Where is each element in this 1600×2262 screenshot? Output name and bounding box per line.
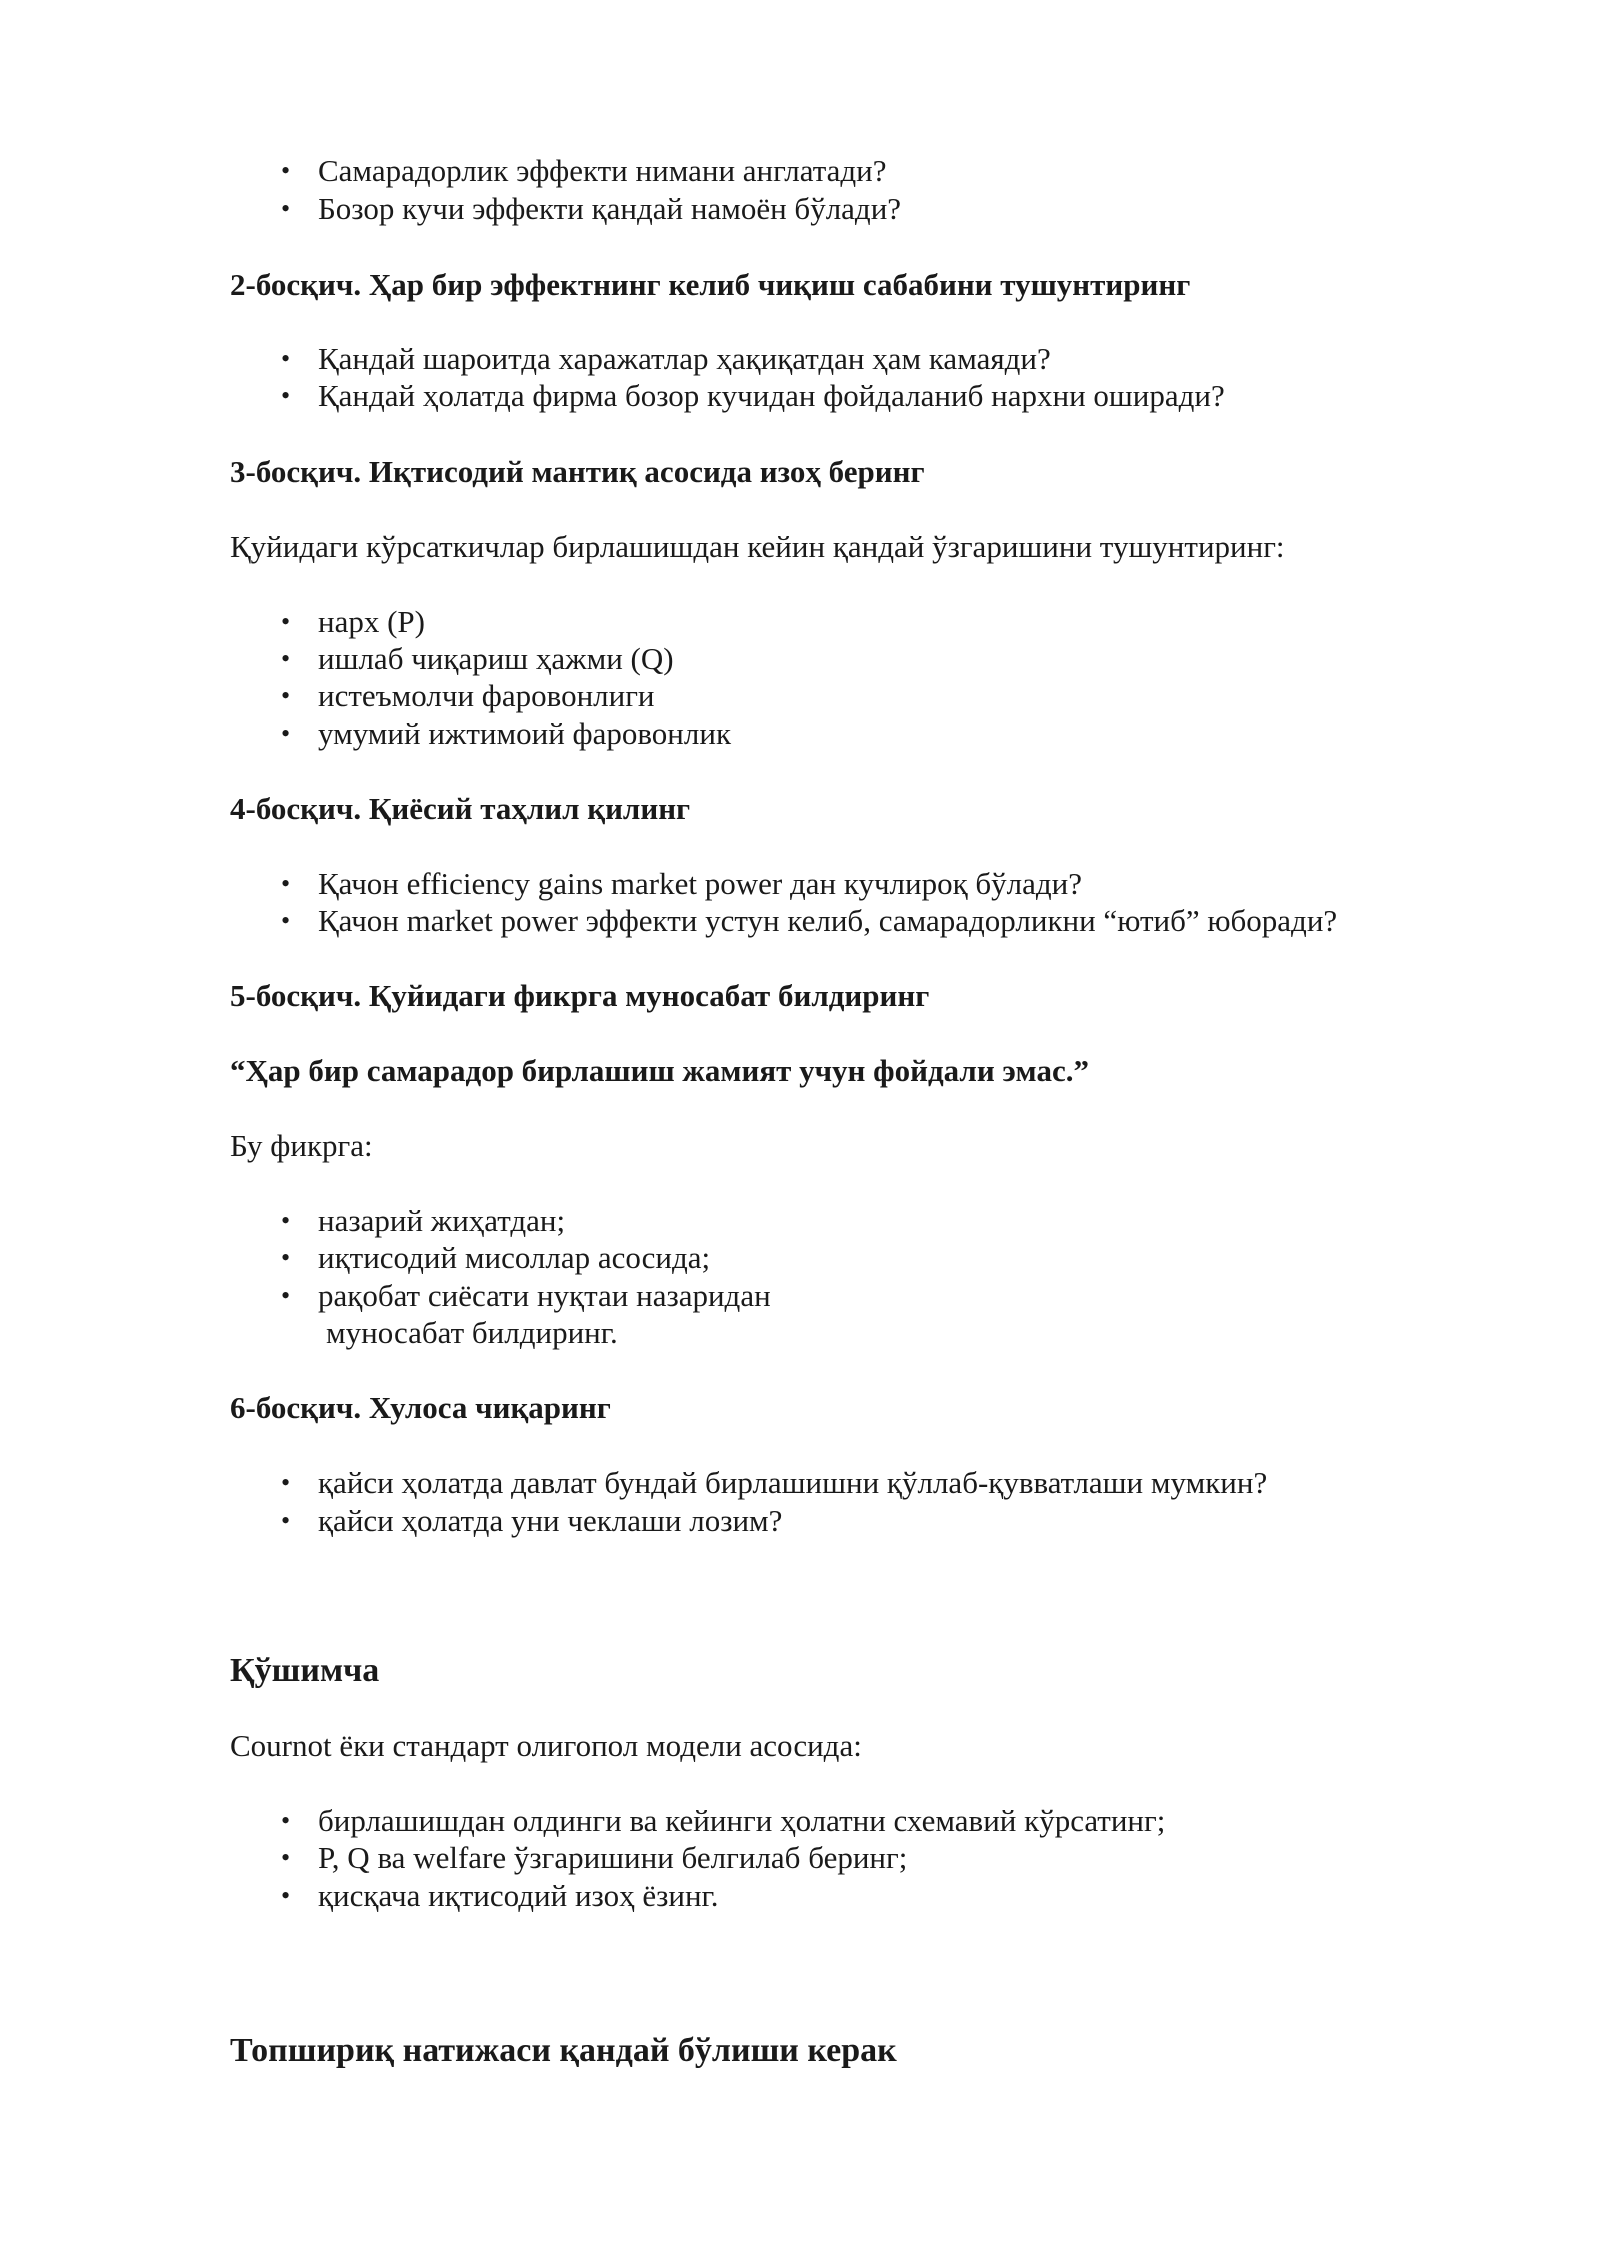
bullet-icon: • (281, 1468, 291, 1497)
step-5-intro: Бу фикрга: (230, 1128, 373, 1163)
list-item-text: Бозор кучи эффекти қандай намоён бўлади? (318, 191, 902, 226)
list-item (281, 1839, 908, 1877)
list-item-text: иқтисодий мисоллар асосида; (318, 1240, 711, 1275)
list-item-text: истеъмолчи фаровонлиги (318, 678, 655, 713)
list-item (281, 715, 732, 753)
list-item (281, 1464, 1268, 1502)
list-item-text: P, Q ва welfare ўзгаришини белгилаб беринг; (318, 1840, 908, 1875)
list-item (281, 1239, 711, 1277)
bullet-icon: • (281, 681, 291, 710)
list-item-text: Қандай ҳолатда фирма бозор кучидан фойдаланиб нархни оширади? (318, 378, 1225, 413)
bullet-icon: • (281, 607, 291, 636)
list-item-text: Қачон efficiency gains market power дан кучлироқ бўлади? (318, 866, 1083, 901)
bullet-icon: • (281, 1281, 291, 1310)
bullet-icon: • (281, 1806, 291, 1835)
bullet-icon: • (281, 906, 291, 935)
bullet-icon: • (281, 1843, 291, 1872)
step-5-quote: “Ҳар бир самарадор бирлашиш жамият учун фойдали эмас.” (230, 1053, 1089, 1088)
list-item-text: ишлаб чиқариш ҳажми (Q) (318, 641, 674, 676)
bullet-icon: • (281, 344, 291, 373)
list-item (281, 340, 1051, 378)
appendix-heading: Қўшимча (230, 1652, 380, 1689)
bullet-icon: • (281, 381, 291, 410)
bullet-icon: • (281, 1206, 291, 1235)
list-item (281, 1502, 783, 1540)
bullet-icon: • (281, 194, 291, 223)
bullet-icon: • (281, 156, 291, 185)
step-6-heading: 6-босқич. Хулоса чиқаринг (230, 1390, 611, 1425)
step-5-heading: 5-босқич. Қуйидаги фикрга муносабат билдиринг (230, 978, 930, 1013)
bullet-icon: • (281, 644, 291, 673)
list-item (281, 902, 1338, 940)
list-item-text: бирлашишдан олдинги ва кейинги ҳолатни схемавий кўрсатинг; (318, 1803, 1166, 1838)
bullet-icon: • (281, 1506, 291, 1535)
list-item (281, 190, 902, 228)
list-item-text: рақобат сиёсати нуқтаи назаридан (318, 1278, 771, 1313)
list-item (281, 677, 655, 715)
result-heading: Топшириқ натижаси қандай бўлиши керак (230, 2032, 897, 2069)
list-item-text: қайси ҳолатда уни чеклаши лозим? (318, 1503, 783, 1538)
list-continuation: муносабат билдиринг. (326, 1315, 618, 1350)
step-4-heading: 4-босқич. Қиёсий таҳлил қилинг (230, 791, 691, 826)
list-item (281, 1202, 566, 1240)
list-item-text: қайси ҳолатда давлат бундай бирлашишни қўллаб-қувватлаши мумкин? (318, 1465, 1268, 1500)
list-item (281, 1802, 1166, 1840)
list-item-text: Қандай шароитда харажатлар ҳақиқатдан ҳам камаяди? (318, 341, 1051, 376)
bullet-icon: • (281, 719, 291, 748)
list-item (281, 640, 674, 678)
list-item-text: Самарадорлик эффекти нимани англатади? (318, 153, 887, 188)
list-item-text: назарий жиҳатдан; (318, 1203, 566, 1238)
list-item (281, 377, 1225, 415)
bullet-icon: • (281, 1881, 291, 1910)
bullet-icon: • (281, 869, 291, 898)
list-item-text: умумий ижтимоий фаровонлик (318, 716, 732, 751)
list-item (281, 603, 425, 641)
list-item-text: қисқача иқтисодий изоҳ ёзинг. (318, 1878, 719, 1913)
list-item (281, 152, 887, 190)
step-2-heading: 2-босқич. Ҳар бир эффектнинг келиб чиқиш сабабини тушунтиринг (230, 267, 1191, 302)
step-3-heading: 3-босқич. Иқтисодий мантиқ асосида изоҳ беринг (230, 454, 925, 489)
bullet-icon: • (281, 1243, 291, 1272)
appendix-intro: Cournot ёки стандарт олигопол модели асосида: (230, 1728, 862, 1763)
list-item-text: Қачон market power эффекти устун келиб, самарадорликни “ютиб” юборади? (318, 903, 1338, 938)
list-item-text: нарх (P) (318, 604, 425, 639)
list-item (281, 865, 1083, 903)
list-item (281, 1277, 771, 1315)
step-3-intro: Қуйидаги кўрсаткичлар бирлашишдан кейин қандай ўзгаришини тушунтиринг: (230, 529, 1285, 564)
list-item (281, 1877, 719, 1915)
